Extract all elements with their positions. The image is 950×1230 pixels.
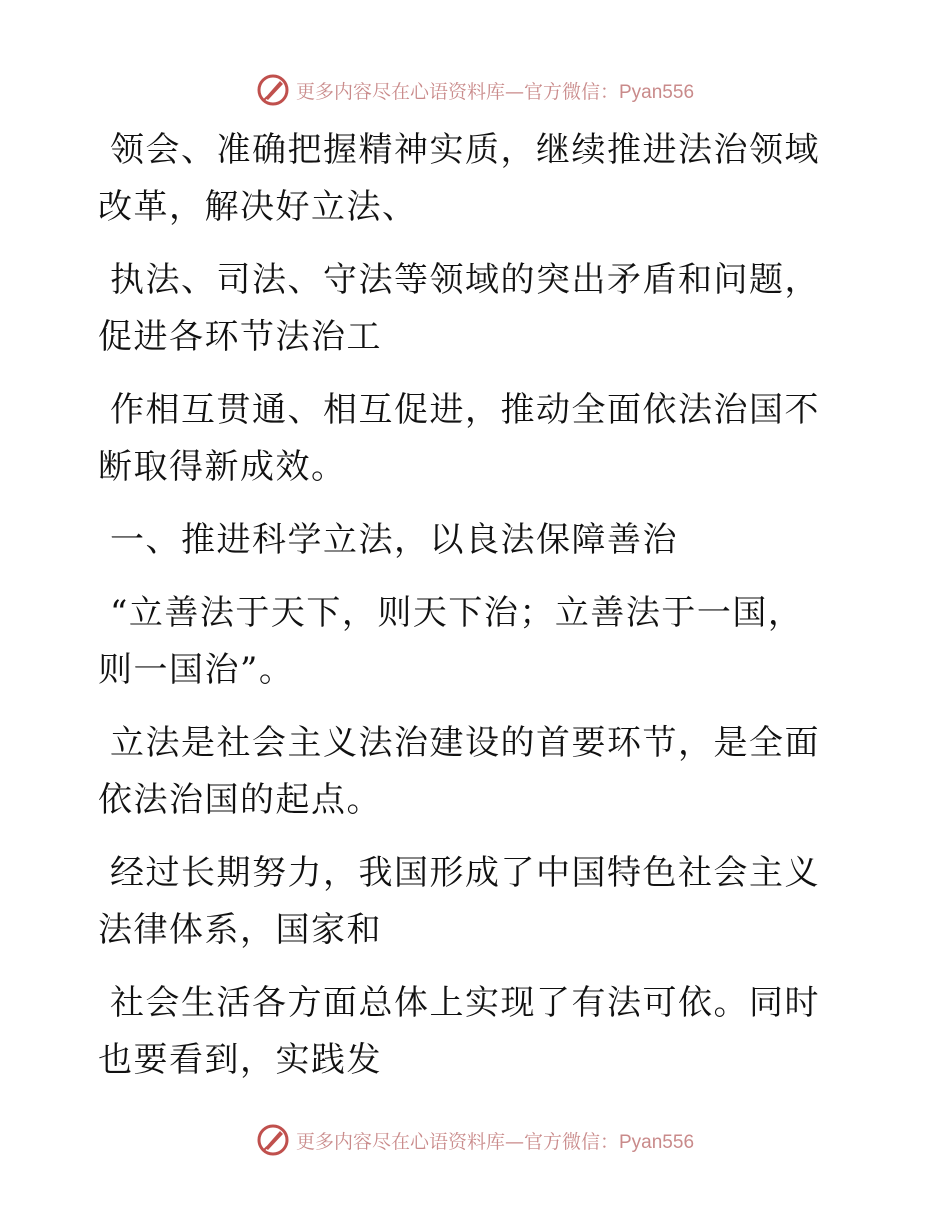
paragraph: 作相互贯通、相互促进，推动全面依法治国不断取得新成效。 <box>98 390 820 487</box>
header-watermark <box>0 70 950 110</box>
paragraph: “立善法于天下，则天下治；立善法于一国，则一国治”。 <box>98 593 804 690</box>
document-body <box>98 122 838 1105</box>
watermark-text: 更多内容尽在心语资料库—官方微信：Pyan556 <box>295 1130 695 1153</box>
paragraph: 立法是社会主义法治建设的首要环节，是全面依法治国的起点。 <box>98 723 820 820</box>
paragraph: 执法、司法、守法等领域的突出矛盾和问题，促进各环节法治工 <box>98 260 820 357</box>
quill-seal-icon <box>256 73 290 107</box>
section-heading: 一、推进科学立法，以良法保障善治 <box>110 520 678 560</box>
footer-watermark <box>0 1120 950 1160</box>
watermark-text: 更多内容尽在心语资料库—官方微信：Pyan556 <box>295 80 695 103</box>
paragraph: 经过长期努力，我国形成了中国特色社会主义法律体系，国家和 <box>98 853 820 950</box>
paragraph: 社会生活各方面总体上实现了有法可依。同时也要看到，实践发 <box>98 983 820 1080</box>
paragraph: 领会、准确把握精神实质，继续推进法治领域改革，解决好立法、 <box>98 130 820 227</box>
quill-seal-icon <box>256 1123 290 1157</box>
